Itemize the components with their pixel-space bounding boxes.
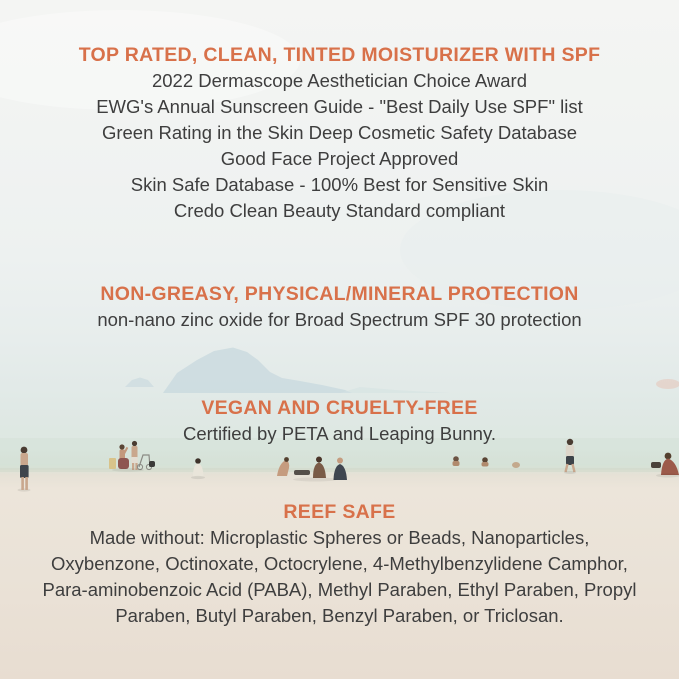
reef-safe-paragraph: Made without: Microplastic Spheres or Beads, Nanoparticles, Oxybenzone, Octinoxate, Octocrylene, 4-Methylbenzylidene Camphor, Para-aminobenzoic Acid (PABA), Methyl Paraben, Ethyl Paraben, Propyl Paraben, Butyl Paraben, Benzyl Paraben, or Triclosan. xyxy=(42,527,637,626)
award-line: Good Face Project Approved xyxy=(220,148,459,169)
section-mineral-protection xyxy=(0,281,679,333)
award-line: Credo Clean Beauty Standard compliant xyxy=(173,200,506,221)
section-awards-heading: TOP RATED, CLEAN, TINTED MOISTURIZER WITH SPF xyxy=(78,44,601,66)
section-vegan xyxy=(0,395,679,447)
section-reef-heading: REEF SAFE xyxy=(283,501,396,523)
vegan-line: Certified by PETA and Leaping Bunny. xyxy=(183,423,496,444)
award-line: 2022 Dermascope Aesthetician Choice Award xyxy=(151,70,528,91)
section-mineral-heading: NON-GREASY, PHYSICAL/MINERAL PROTECTION xyxy=(100,283,579,305)
award-line: EWG's Annual Sunscreen Guide - "Best Daily Use SPF" list xyxy=(96,96,583,117)
award-line: Skin Safe Database - 100% Best for Sensitive Skin xyxy=(130,174,549,195)
section-awards xyxy=(0,42,679,224)
section-vegan-heading: VEGAN AND CRUELTY-FREE xyxy=(201,397,478,419)
award-line: Green Rating in the Skin Deep Cosmetic Safety Database xyxy=(101,122,578,143)
section-reef-safe xyxy=(0,499,679,629)
mineral-line: non-nano zinc oxide for Broad Spectrum SPF 30 protection xyxy=(97,309,582,330)
